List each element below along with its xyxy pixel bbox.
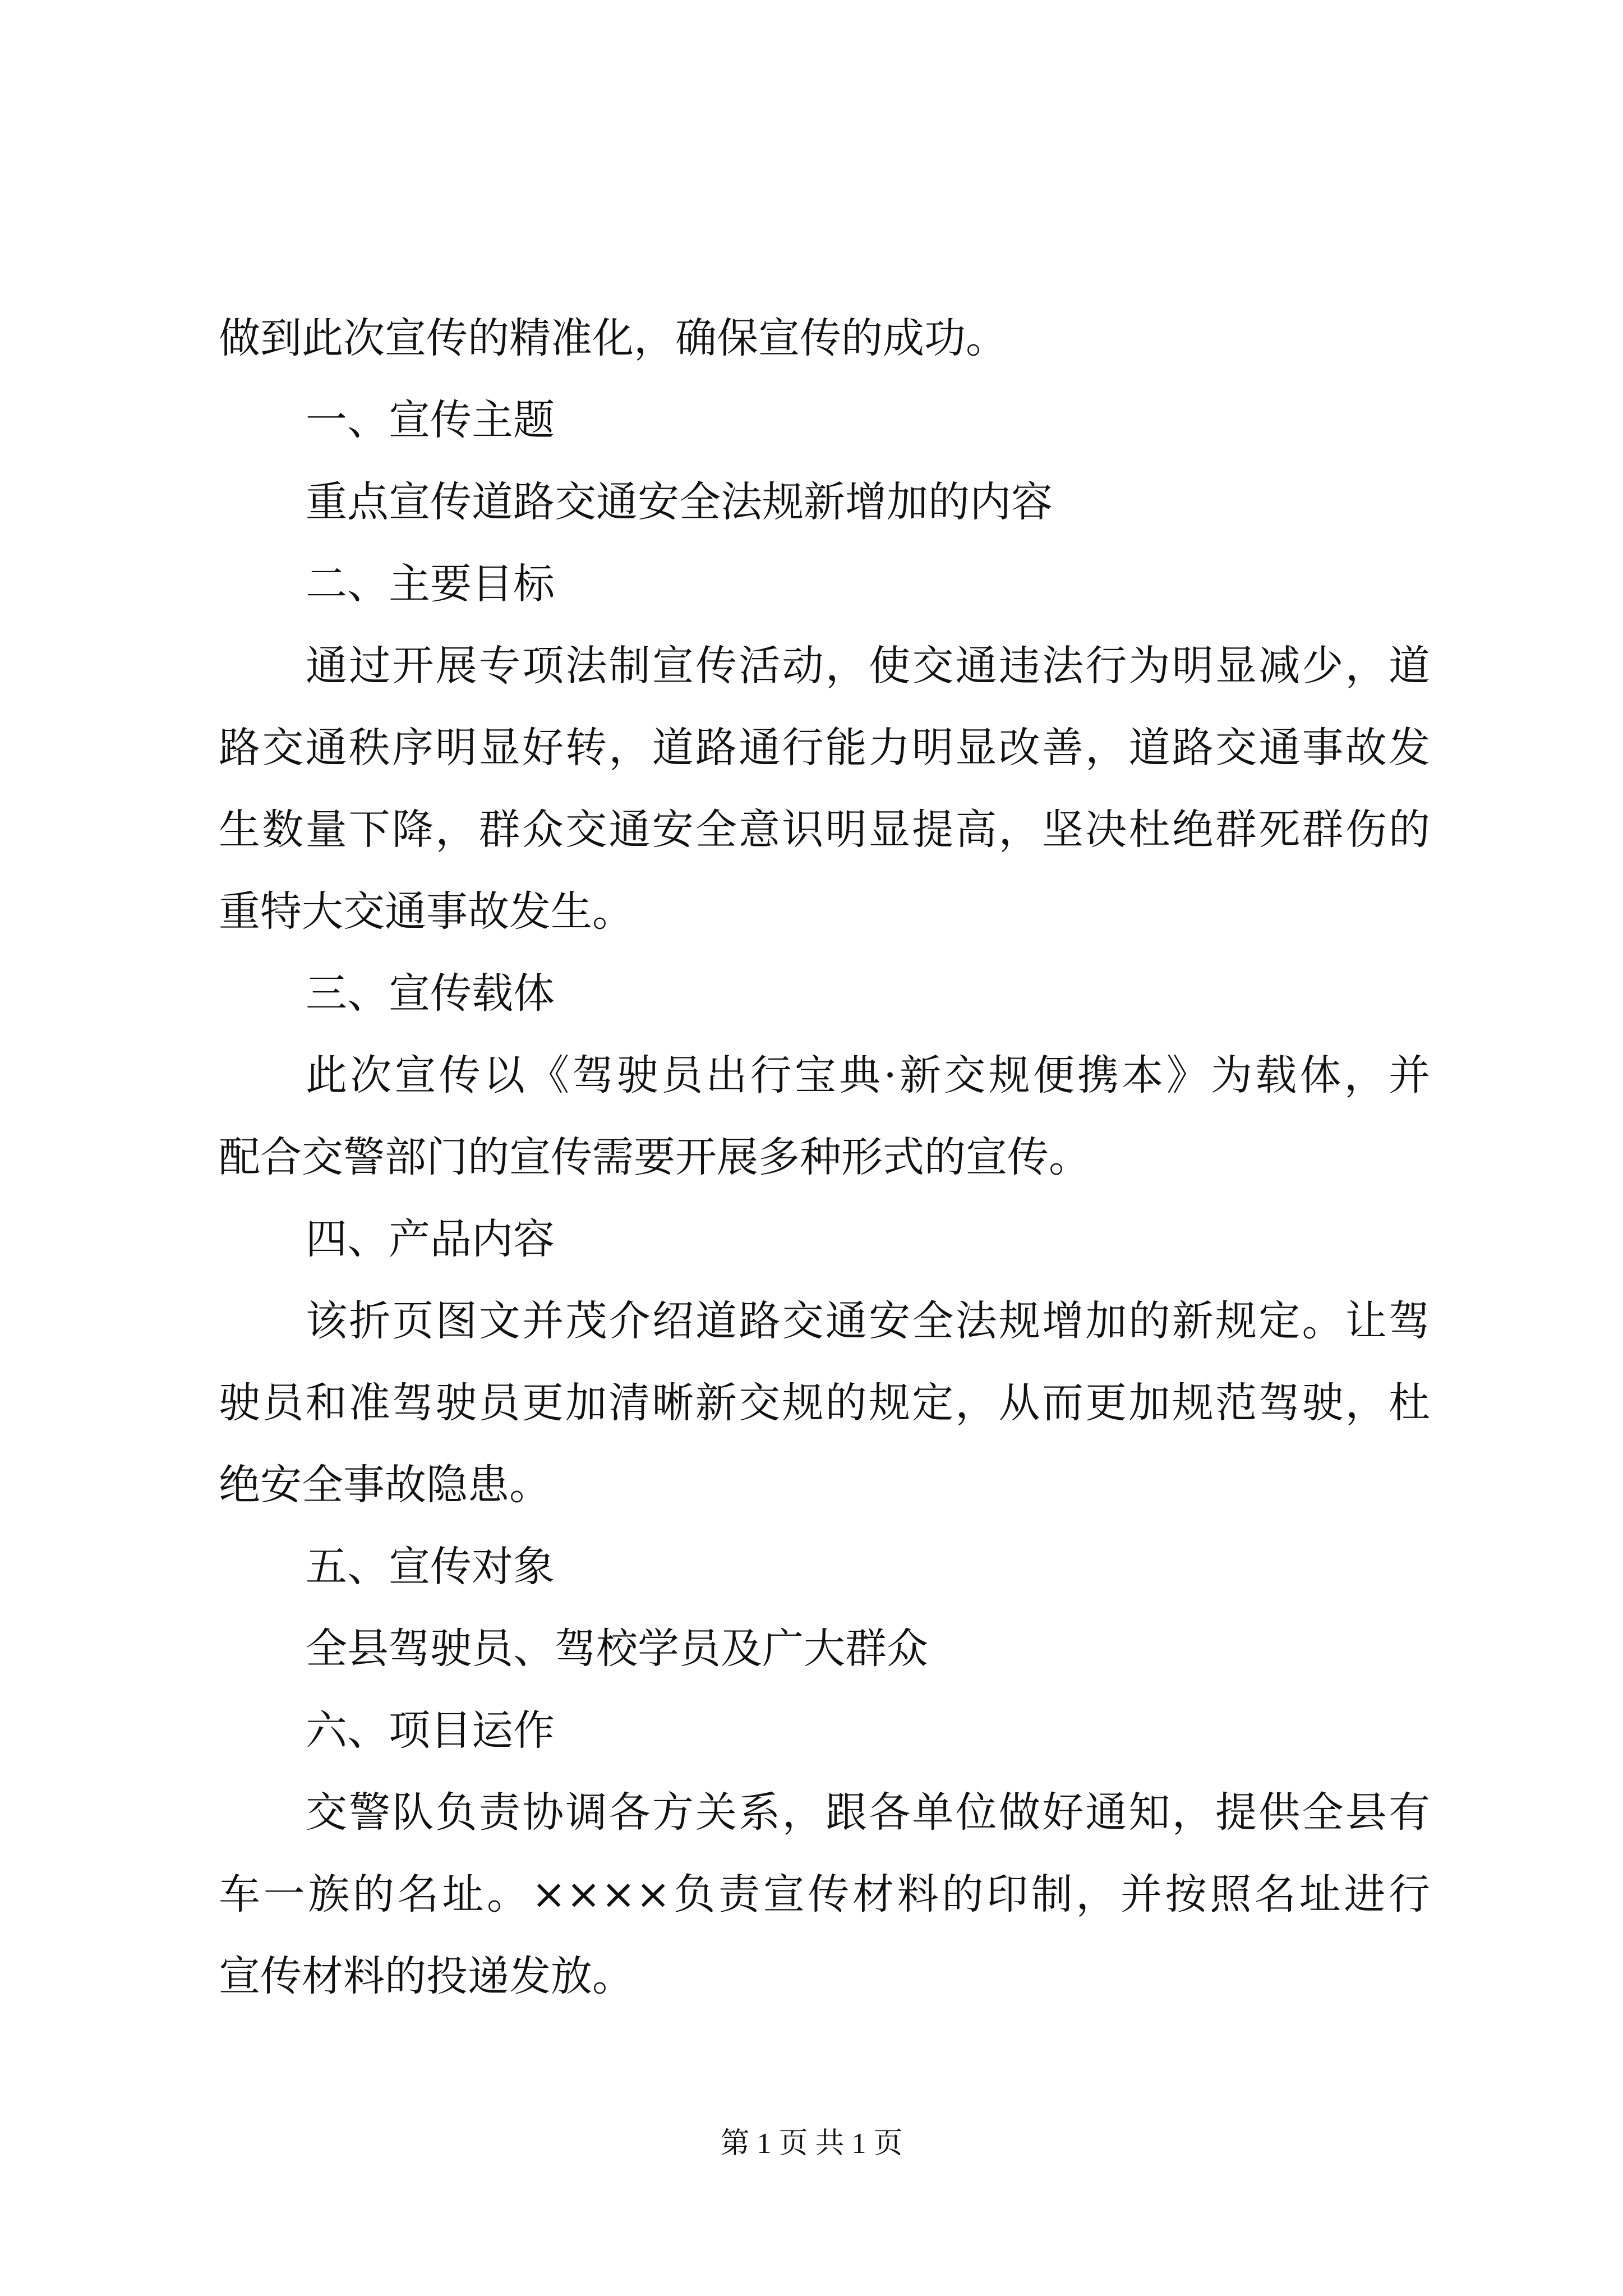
section-heading-content: 四、产品内容 [306, 1215, 555, 1263]
paragraph-line: 交警队负责协调各方关系，跟各单位做好通知，提供全县有 [306, 1788, 1430, 1837]
section-heading-theme: 一、宣传主题 [306, 396, 555, 444]
paragraph-line: 此次宣传以《驾驶员出行宝典·新交规便携本》为载体，并 [306, 1051, 1430, 1099]
paragraph-line: 重特大交通事故发生。 [219, 887, 634, 936]
section-heading-goals: 二、主要目标 [306, 560, 555, 608]
paragraph-line: 宣传材料的投递发放。 [219, 1952, 634, 2000]
paragraph-line: 该折页图文并茂介绍道路交通安全法规增加的新规定。让驾 [306, 1297, 1430, 1345]
page-footer: 第 1 页 共 1 页 [720, 2128, 903, 2160]
paragraph-line: 生数量下降，群众交通安全意识明显提高，坚决杜绝群死群伤的 [219, 806, 1430, 854]
paragraph-line: 路交通秩序明显好转，道路通行能力明显改善，道路交通事故发 [219, 724, 1430, 772]
section-heading-carrier: 三、宣传载体 [306, 969, 555, 1018]
paragraph-line: 重点宣传道路交通安全法规新增加的内容 [306, 478, 1053, 526]
paragraph-line: 绝安全事故隐患。 [219, 1461, 551, 1509]
paragraph-line: 全县驾驶员、驾校学员及广大群众 [306, 1625, 928, 1673]
paragraph-line: 车一族的名址。××××负责宣传材料的印制，并按照名址进行 [219, 1870, 1430, 1918]
section-heading-audience: 五、宣传对象 [306, 1543, 555, 1591]
paragraph-line: 做到此次宣传的精准化，确保宣传的成功。 [219, 314, 1007, 362]
paragraph-line: 通过开展专项法制宣传活动，使交通违法行为明显减少，道 [306, 642, 1430, 690]
section-heading-operation: 六、项目运作 [306, 1706, 555, 1755]
paragraph-line: 驶员和准驾驶员更加清晰新交规的规定，从而更加规范驾驶，杜 [219, 1379, 1430, 1427]
paragraph-line: 配合交警部门的宣传需要开展多种形式的宣传。 [219, 1133, 1090, 1181]
